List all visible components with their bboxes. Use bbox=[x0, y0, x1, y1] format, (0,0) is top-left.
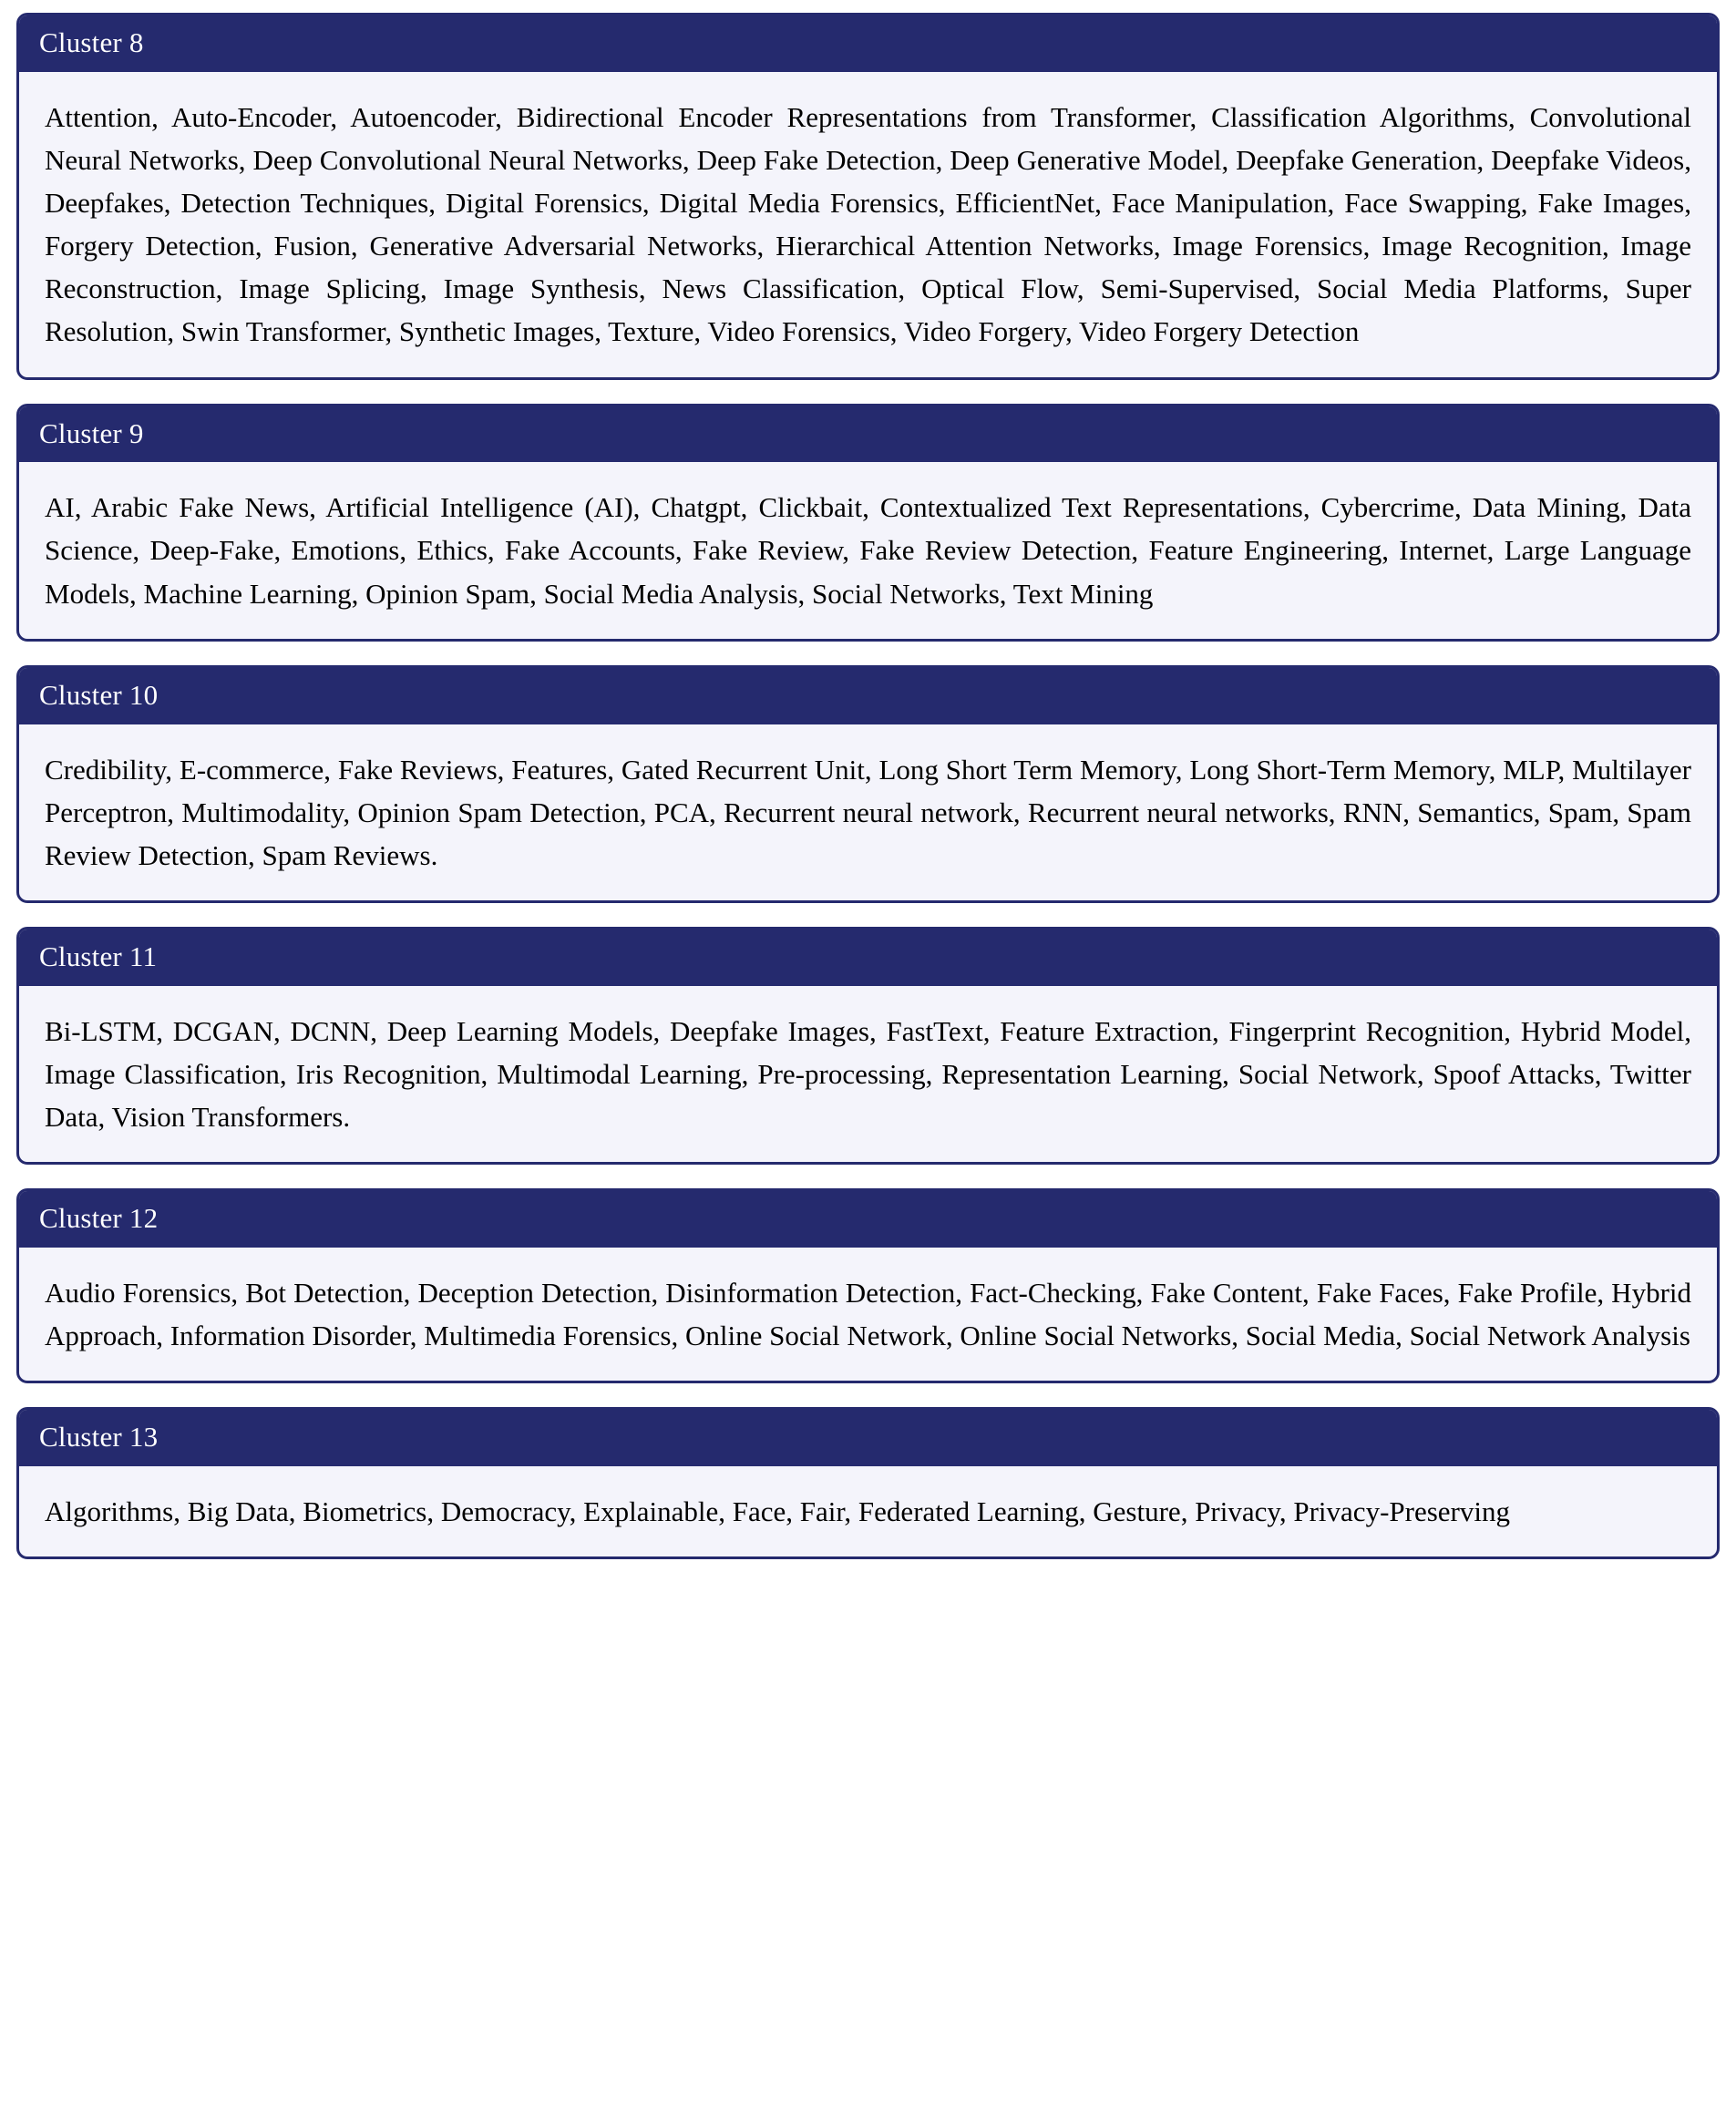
cluster-title: Cluster 8 bbox=[19, 15, 1717, 72]
cluster-keywords: Credibility, E-commerce, Fake Reviews, Features, Gated Recurrent Unit, Long Short Term Memory, Long Short-Term Memory, MLP, Multilayer Perceptron, Multimodality, Opinion Spam Detection, PCA, Recurrent neural network, Recurrent neural networks, RNN, Semantics, Spam, Spam Review Detection, Spam Reviews. bbox=[45, 753, 1691, 871]
cluster-card bbox=[16, 13, 1720, 380]
cluster-card bbox=[16, 927, 1720, 1165]
cluster-keywords: Bi-LSTM, DCGAN, DCNN, Deep Learning Models, Deepfake Images, FastText, Feature Extraction, Fingerprint Recognition, Hybrid Model, Image Classification, Iris Recognition, Multimodal Learning, Pre-processing, Representation Learning, Social Network, Spoof Attacks, Twitter Data, Vision Transformers. bbox=[45, 1014, 1691, 1133]
cluster-card bbox=[16, 1407, 1720, 1559]
cluster-card bbox=[16, 404, 1720, 642]
cluster-title: Cluster 13 bbox=[19, 1410, 1717, 1466]
cluster-keywords: Audio Forensics, Bot Detection, Deception Detection, Disinformation Detection, Fact-Checking, Fake Content, Fake Faces, Fake Profile, Hybrid Approach, Information Disorder, Multimedia Forensics, Online Social Network, Online Social Networks, Social Media, Social Network Analysis bbox=[45, 1276, 1691, 1351]
cluster-card bbox=[16, 665, 1720, 903]
cluster-card bbox=[16, 1188, 1720, 1383]
cluster-keywords: Attention, Auto-Encoder, Autoencoder, Bidirectional Encoder Representations from Transformer, Classification Algorithms, Convolutional Neural Networks, Deep Convolutional Neural Networks, Deep Fake Detection, Deep Generative Model, Deepfake Generation, Deepfake Videos, Deepfakes, Detection Techniques, Digital Forensics, Digital Media Forensics, EfficientNet, Face Manipulation, Face Swapping, Fake Images, Forgery Detection, Fusion, Generative Adversarial Networks, Hierarchical Attention Networks, Image Forensics, Image Recognition, Image Reconstruction, Image Splicing, Image Synthesis, News Classification, Optical Flow, Semi-Supervised, Social Media Platforms, Super Resolution, Swin Transformer, Synthetic Images, Texture, Video Forensics, Video Forgery, Video Forgery Detection bbox=[45, 100, 1691, 348]
cluster-keywords: Algorithms, Big Data, Biometrics, Democracy, Explainable, Face, Fair, Federated Learning, Gesture, Privacy, Privacy-Preserving bbox=[45, 1495, 1510, 1527]
cluster-title: Cluster 9 bbox=[19, 406, 1717, 463]
cluster-title: Cluster 11 bbox=[19, 930, 1717, 986]
cluster-title: Cluster 10 bbox=[19, 668, 1717, 724]
cluster-title: Cluster 12 bbox=[19, 1191, 1717, 1248]
cluster-keywords: AI, Arabic Fake News, Artificial Intelligence (AI), Chatgpt, Clickbait, Contextualized Text Representations, Cybercrime, Data Mining, Data Science, Deep-Fake, Emotions, Ethics, Fake Accounts, Fake Review, Fake Review Detection, Feature Engineering, Internet, Large Language Models, Machine Learning, Opinion Spam, Social Media Analysis, Social Networks, Text Mining bbox=[45, 491, 1691, 610]
